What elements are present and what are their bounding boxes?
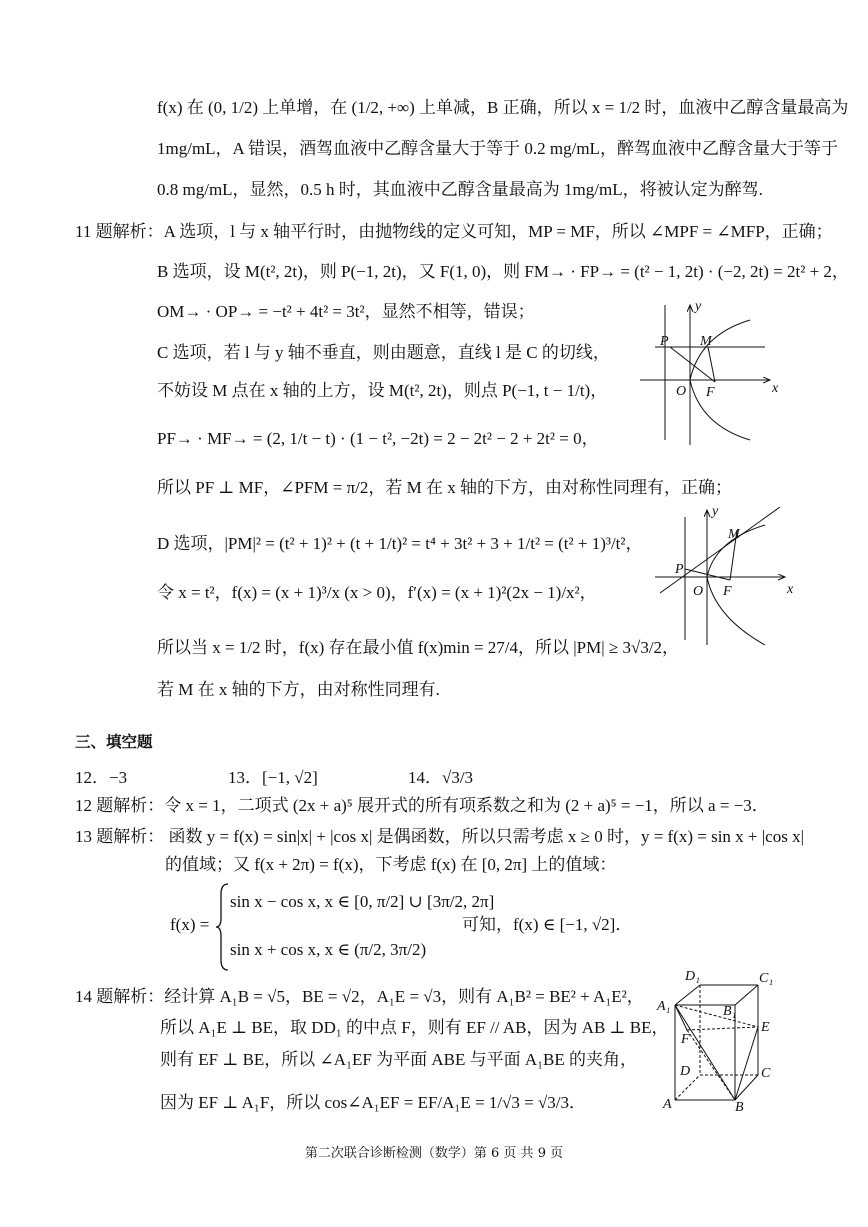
fig2-label-O: O	[693, 584, 704, 599]
fig3-label-A1: A₁	[657, 999, 671, 1014]
p11-head: 11 题解析：A 选项，l 与 x 轴平行时，由抛物线的定义可知，MP = MF，所以 ∠MPF = ∠MFP，正确；	[75, 222, 833, 241]
fig3-label-B1: B₁	[723, 1004, 737, 1019]
fig1-label-P: P	[660, 334, 669, 349]
p11-c3: PF→ · MF→ = (2, 1/t − t) · (1 − t², −2t) = 2 − 2t² − 2 + 2t² = 0，	[157, 429, 599, 448]
fig3-label-C1: C₁	[759, 971, 774, 986]
p14-line1: 14 题解析：经计算 A₁B = √5，BE = √2，A₁E = √3，则有 A₁B² = BE² + A₁E²，	[75, 987, 644, 1006]
fig2-label-y: y	[712, 504, 719, 519]
fig1-label-M: M	[700, 334, 712, 349]
p11-c1: C 选项，若 l 与 y 轴不垂直，则由题意，直线 l 是 C 的切线，	[157, 343, 610, 362]
fig3-label-B: B	[735, 1100, 744, 1115]
fig3-label-F: F	[681, 1032, 690, 1047]
fig2-label-M: M	[728, 527, 740, 542]
fig3-label-D1: D₁	[685, 969, 700, 984]
p10-line2: 1mg/mL，A 错误，酒驾血液中乙醇含量大于等于 0.2 mg/mL，醉驾血液中乙醇含量大于等于	[157, 139, 838, 158]
p13-lhs: f(x) =	[170, 915, 210, 934]
answer-14: 14．√3/3	[408, 768, 474, 787]
p11-d1: D 选项，|PM|² = (t² + 1)² + (t + 1/t)² = t⁴ + 3t² + 3 + 1/t² = (t² + 1)³/t²，	[157, 534, 643, 553]
fig2-label-P: P	[675, 562, 684, 577]
fig1-label-O: O	[676, 384, 687, 399]
p11-b2: OM→ · OP→ = −t² + 4t² = 3t²，显然不相等，错误；	[157, 302, 535, 321]
p13-tail: 可知，f(x) ∈ [−1, √2]．	[462, 915, 633, 934]
page-footer: 第二次联合诊断检测（数学）第 6 页 共 9 页	[304, 1146, 564, 1161]
figure-parabola-1	[640, 300, 790, 450]
section-heading: 三、填空题	[75, 732, 153, 751]
fig1-label-F: F	[706, 385, 715, 400]
p11-d2: 令 x = t²，f(x) = (x + 1)³/x (x > 0)，f′(x) = (x + 1)²(2x − 1)/x²，	[157, 583, 597, 602]
p11-d3: 所以当 x = 1/2 时，f(x) 存在最小值 f(x)min = 27/4，所以 |PM| ≥ 3√3/2，	[157, 638, 680, 657]
p11-d4: 若 M 在 x 轴的下方，由对称性同理有.	[157, 680, 440, 699]
piecewise-brace	[216, 882, 230, 972]
fig1-label-x: x	[772, 381, 779, 396]
fig3-label-A: A	[663, 1097, 672, 1112]
answer-13: 13．[−1, √2]	[228, 768, 318, 787]
p13-line2: 的值域；又 f(x + 2π) = f(x)，下考虑 f(x) 在 [0, 2π] 上的值域：	[165, 855, 617, 874]
answer-12: 12．−3	[75, 768, 128, 787]
p11-c4: 所以 PF ⊥ MF，∠PFM = π/2，若 M 在 x 轴的下方，由对称性同理有，正确；	[157, 478, 732, 497]
fig1-label-y: y	[695, 299, 702, 314]
p14-line2: 所以 A₁E ⊥ BE，取 DD₁ 的中点 F，则有 EF // AB，因为 AB ⊥ BE，	[160, 1018, 669, 1037]
p13-case2: sin x + cos x, x ∈ (π/2, 3π/2)	[230, 940, 427, 959]
fig3-label-D: D	[680, 1064, 691, 1079]
p13-line1: 13 题解析： 函数 y = f(x) = sin|x| + |cos x| 是偶函数，所以只需考虑 x ≥ 0 时，y = f(x) = sin x + |cos x|	[75, 827, 804, 846]
figure-cuboid	[655, 965, 780, 1115]
p10-line1: f(x) 在 (0, 1/2) 上单增，在 (1/2, +∞) 上单减，B 正确，所以 x = 1/2 时，血液中乙醇含量最高为	[157, 98, 849, 117]
p14-line3: 则有 EF ⊥ BE，所以 ∠A₁EF 为平面 ABE 与平面 A₁BE 的夹角，	[160, 1050, 638, 1069]
p12-line: 12 题解析：令 x = 1，二项式 (2x + a)⁵ 展开式的所有项系数之和为 (2 + a)⁵ = −1，所以 a = −3．	[75, 796, 769, 815]
fig2-label-F: F	[723, 584, 732, 599]
p11-b1: B 选项，设 M(t², 2t)，则 P(−1, 2t)，又 F(1, 0)，则 FM→ · FP→ = (t² − 1, 2t) · (−2, 2t) = 2t² + 2，	[157, 262, 849, 281]
fig3-label-E: E	[761, 1020, 770, 1035]
p11-c2: 不妨设 M 点在 x 轴的上方，设 M(t², 2t)，则点 P(−1, t − 1/t)，	[157, 381, 608, 400]
fig3-label-C: C	[761, 1066, 771, 1081]
p13-case1: sin x − cos x, x ∈ [0, π/2] ∪ [3π/2, 2π]	[230, 892, 495, 911]
figure-parabola-2	[655, 505, 795, 650]
p14-line4: 因为 EF ⊥ A₁F，所以 cos∠A₁EF = EF/A₁E = 1/√3 = √3/3．	[160, 1093, 587, 1112]
p10-line3: 0.8 mg/mL，显然，0.5 h 时，其血液中乙醇含量最高为 1mg/mL，将被认定为醉驾.	[157, 180, 763, 199]
fig2-label-x: x	[787, 582, 794, 597]
